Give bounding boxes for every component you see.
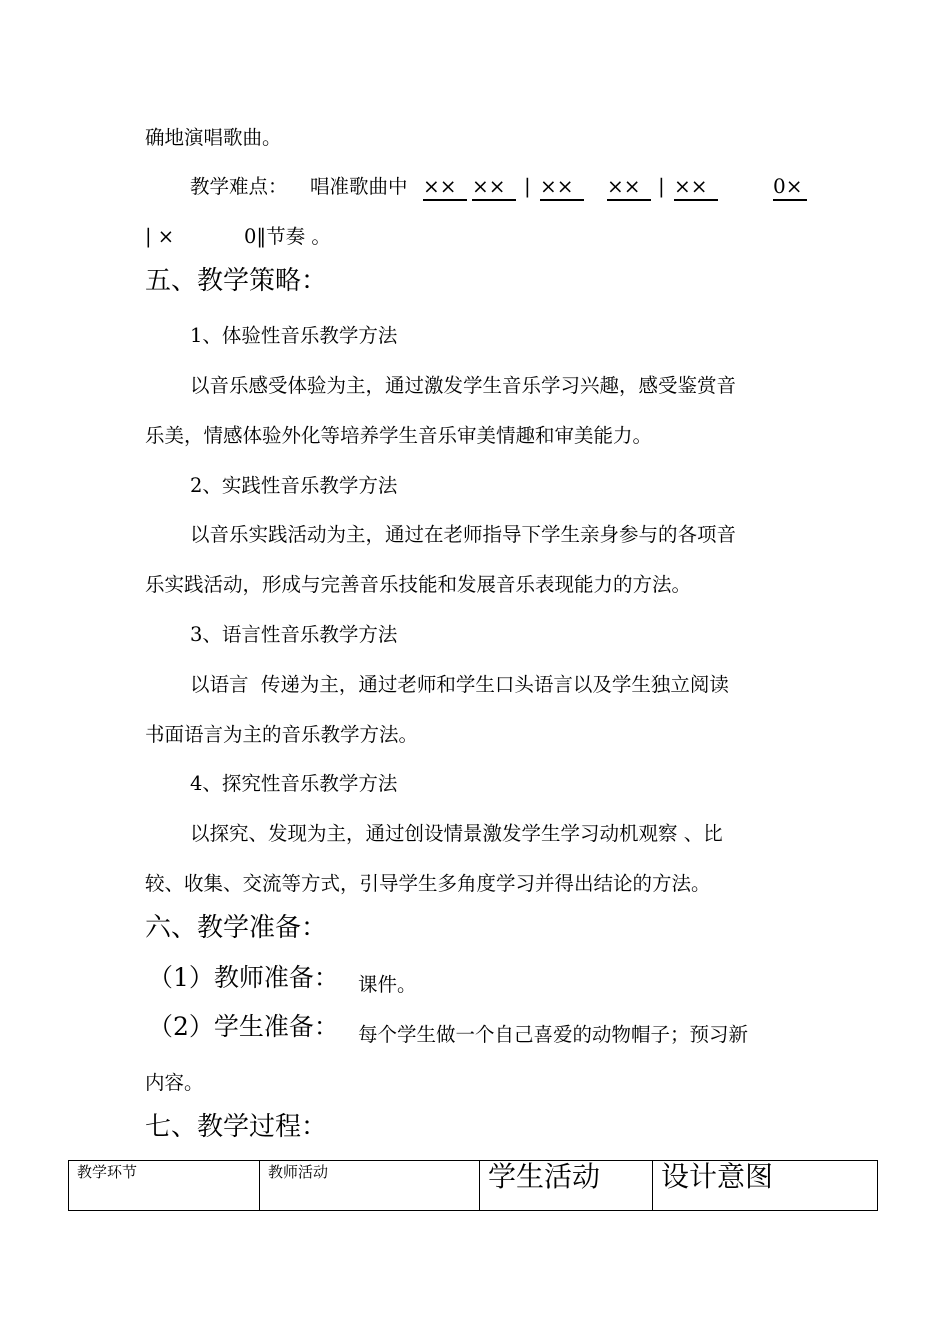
rhythm-barline-1: | (524, 174, 531, 198)
prep-1-text: 课件。 (358, 973, 417, 996)
method-1-para-1: 以音乐感受体验为主，通过激发学生音乐学习兴趣，感受鉴赏音 (190, 374, 737, 397)
underline-5 (674, 199, 718, 201)
underline-3 (540, 199, 584, 201)
prep-2-continued: 内容。 (145, 1071, 204, 1094)
section-5-title: 五、教学策略： (145, 266, 328, 296)
table-header-row (69, 1161, 878, 1211)
header-cell-teacher: 教师活动 (260, 1161, 480, 1211)
prep-1-label: （1）教师准备： (148, 963, 339, 992)
method-1-para-2: 乐美，情感体验外化等培养学生音乐审美情趣和审美能力。 (145, 424, 653, 447)
rhythm-barline-2: | (658, 174, 665, 198)
difficulty-label: 教学难点： (190, 175, 288, 198)
rhythm-group-4: ×× (607, 174, 641, 198)
rhythm-group-5: ×× (674, 174, 708, 198)
prep-2-text: 每个学生做一个自己喜爱的动物帽子；预习新 (358, 1023, 749, 1046)
section-7-title: 七、教学过程： (145, 1112, 328, 1142)
method-3-para-2: 书面语言为主的音乐教学方法。 (145, 723, 419, 746)
rhythm-group-2: ×× (472, 174, 506, 198)
header-cell-intent: 设计意图 (653, 1161, 878, 1211)
text-line-1: 确地演唱歌曲。 (145, 126, 282, 149)
method-4-title: 4、探究性音乐教学方法 (190, 772, 398, 795)
header-cell-student: 学生活动 (480, 1161, 653, 1211)
method-3-para-1: 以语言 传递为主，通过老师和学生口头语言以及学生独立阅读 (190, 673, 729, 696)
method-2-title: 2、实践性音乐教学方法 (190, 474, 398, 497)
rhythm-tail-post: 0‖节奏 。 (244, 225, 331, 248)
teaching-process-table (68, 1160, 878, 1211)
underline-1 (423, 199, 467, 201)
method-2-para-2: 乐实践活动，形成与完善音乐技能和发展音乐表现能力的方法。 (145, 573, 692, 596)
rhythm-tail-pre: | × (145, 225, 175, 248)
prep-2-label: （2）学生准备： (148, 1012, 339, 1041)
underline-6 (773, 199, 807, 201)
rhythm-notation (0, 172, 950, 202)
underline-2 (472, 199, 516, 201)
method-2-para-1: 以音乐实践活动为主，通过在老师指导下学生亲身参与的各项音 (190, 523, 737, 546)
rhythm-group-3: ×× (540, 174, 574, 198)
rhythm-group-1: ×× (423, 174, 457, 198)
difficulty-text: 唱准歌曲中 (310, 175, 408, 198)
method-4-para-1: 以探究、发现为主，通过创设情景激发学生学习动机观察 、比 (190, 822, 723, 845)
method-1-title: 1、体验性音乐教学方法 (190, 324, 398, 347)
section-6-title: 六、教学准备： (145, 913, 328, 943)
method-4-para-2: 较、收集、交流等方式，引导学生多角度学习并得出结论的方法。 (145, 872, 711, 895)
rhythm-group-6: 0× (773, 174, 803, 198)
method-3-title: 3、语言性音乐教学方法 (190, 623, 398, 646)
header-cell-stage: 教学环节 (69, 1161, 260, 1211)
underline-4 (607, 199, 651, 201)
